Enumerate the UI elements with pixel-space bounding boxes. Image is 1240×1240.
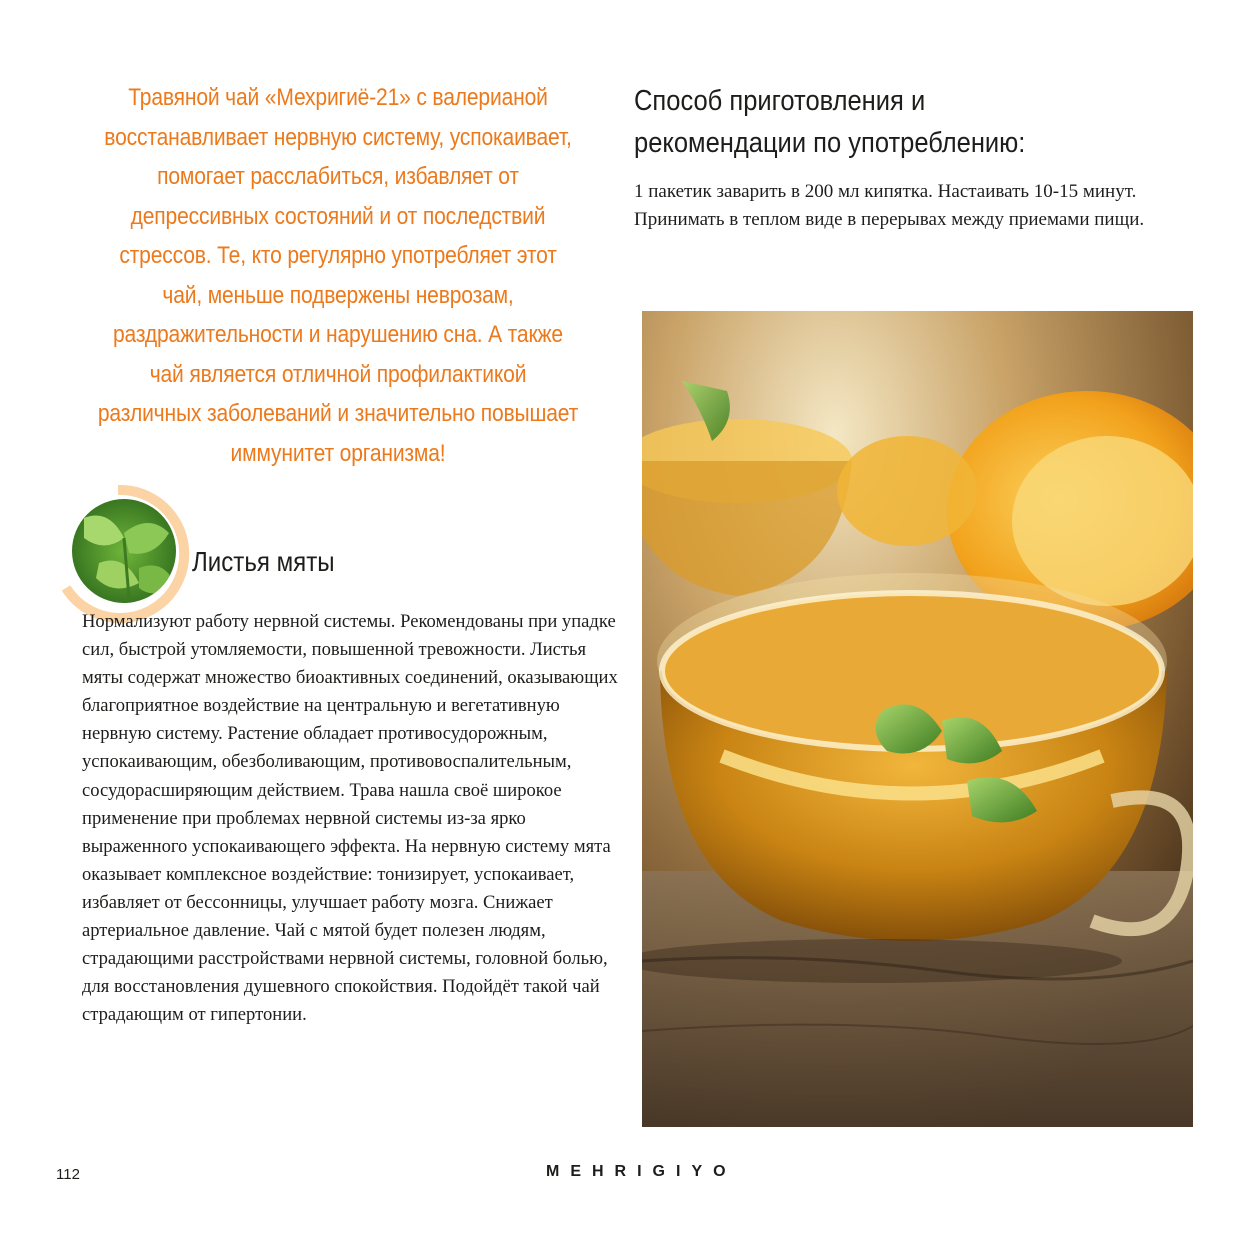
mint-heading: Листья мяты <box>192 546 335 577</box>
tea-photo <box>642 311 1193 1127</box>
mint-leaf-badge <box>54 478 204 628</box>
method-paragraph: 1 пакетик заварить в 200 мл кипятка. Настаивать 10-15 минут. Принимать в теплом виде в перерывах между приемами пищи. <box>634 181 1145 230</box>
brand-logo: MEHRIGIYO <box>546 1163 737 1180</box>
tea-cup-illustration <box>642 311 1193 1127</box>
method-heading: Способ приготовления и рекомендации по употреблению: <box>634 85 1026 159</box>
mint-paragraph: Нормализуют работу нервной системы. Рекомендованы при упадке сил, быстрой утомляемости, повышенной тревожности. Листья мяты содержат множество биоактивных соединений, оказывающих благоприятное воздействие на центральную и вегетативную нервную систему. Растение обладает противосудорожным, успокаивающим, обезболивающим, противовоспалительным, сосудорасширяющим действием. Трава нашла своё широкое применение при проблемах нервной системы из-за ярко выраженного успокаивающего эффекта. На нервную систему мята оказывает комплексное воздействие: тонизирует, успокаивает, избавляет от бессонницы, улучшает работу мозга. Снижает артериальное давление. Чай с мятой будет полезен людям, страдающими расстройствами нервной системы, головной болью, для восстановления душевного спокойствия. Подойдёт такой чай страдающим от гипертонии. <box>82 611 618 1026</box>
intro-paragraph: Травяной чай «Мехригиё-21» с валерианой восстанавливает нервную систему, успокаивает, помогает расслабиться, избавляет от депрессивных состояний и от последствий стрессов. Те, кто регулярно употребляет этот чай, меньше подвержены неврозам, раздражительности и нарушению сна. А также чай является отличной профилактикой различных заболеваний и значительно повышает иммунитет организма! <box>97 84 579 467</box>
page-number: 112 <box>56 1166 80 1183</box>
